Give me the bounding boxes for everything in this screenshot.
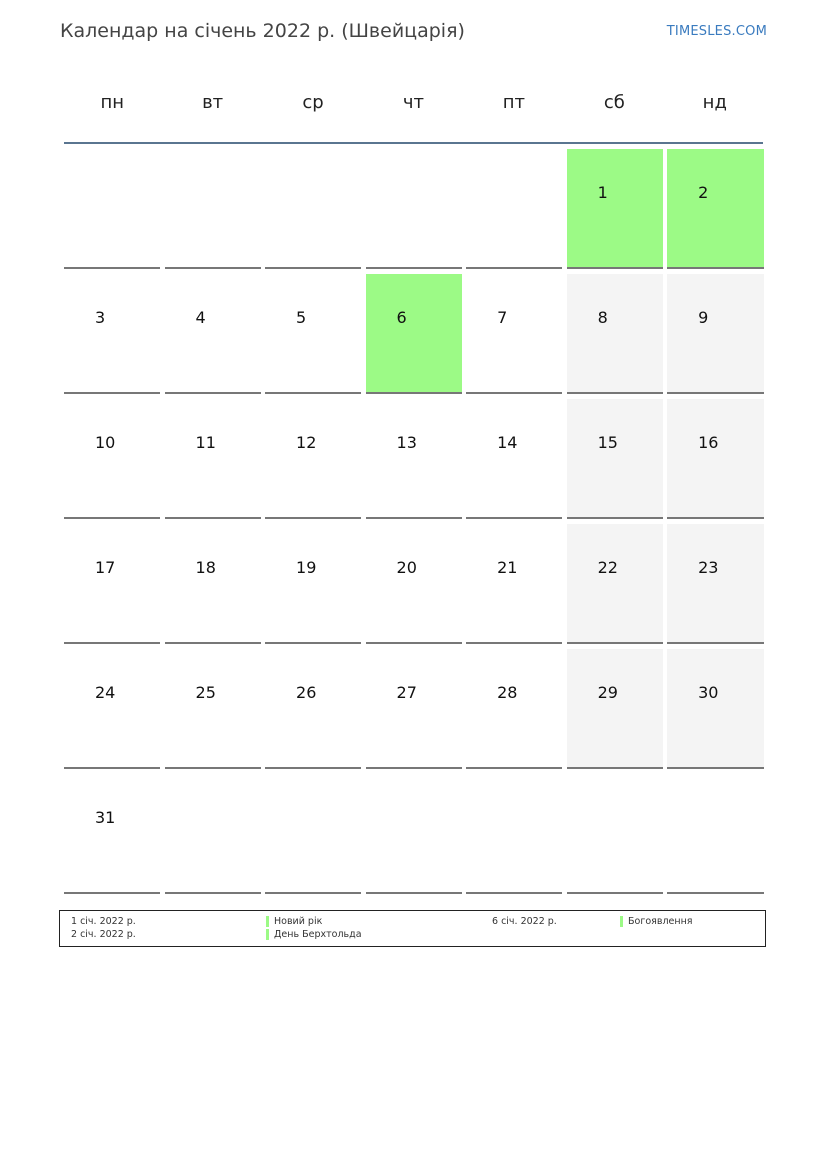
day-cell xyxy=(265,649,361,769)
empty-day-cell xyxy=(165,774,261,894)
day-number: 30 xyxy=(698,683,719,702)
day-number: 31 xyxy=(95,808,116,827)
day-number: 23 xyxy=(698,558,719,577)
empty-day-cell xyxy=(265,149,361,269)
weekend-day-cell xyxy=(667,274,763,394)
day-cell xyxy=(165,524,261,644)
day-number: 19 xyxy=(296,558,317,577)
day-number: 5 xyxy=(296,308,307,327)
weekend-day-cell xyxy=(567,524,663,644)
weekend-day-cell xyxy=(567,649,663,769)
day-number: 26 xyxy=(296,683,317,702)
day-number: 6 xyxy=(396,308,407,327)
day-number: 2 xyxy=(698,183,709,202)
weekend-day-cell xyxy=(667,649,763,769)
day-number: 18 xyxy=(195,558,216,577)
day-cell xyxy=(165,399,261,519)
day-number: 24 xyxy=(95,683,116,702)
day-cell xyxy=(165,274,261,394)
day-cell xyxy=(366,399,462,519)
weekday-label: сб xyxy=(603,92,625,113)
day-number: 9 xyxy=(698,308,709,327)
weekday-label: пн xyxy=(100,92,124,113)
holiday-day-cell xyxy=(567,149,663,269)
day-cell xyxy=(64,524,160,644)
day-cell xyxy=(265,399,361,519)
day-number: 11 xyxy=(195,433,216,452)
weekday-label: вт xyxy=(202,92,224,113)
legend-color-marker xyxy=(620,916,623,927)
empty-day-cell xyxy=(366,774,462,894)
day-cell xyxy=(366,524,462,644)
legend-holiday-name: Богоявлення xyxy=(628,916,693,927)
empty-day-cell xyxy=(165,149,261,269)
day-number: 10 xyxy=(95,433,116,452)
holiday-legend xyxy=(59,910,766,947)
day-cell xyxy=(64,399,160,519)
calendar-grid xyxy=(64,149,763,894)
day-number: 27 xyxy=(396,683,417,702)
weekday-label: пт xyxy=(502,92,526,113)
day-number: 13 xyxy=(396,433,417,452)
holiday-day-cell xyxy=(366,274,462,394)
weekday-label: ср xyxy=(302,92,324,113)
day-cell xyxy=(466,649,562,769)
day-number: 29 xyxy=(597,683,618,702)
holiday-day-cell xyxy=(667,149,763,269)
empty-day-cell xyxy=(567,774,663,894)
weekday-label: чт xyxy=(402,92,425,113)
empty-day-cell xyxy=(366,149,462,269)
empty-day-cell xyxy=(265,774,361,894)
legend-holiday-name: Новий рік xyxy=(274,916,323,927)
legend-color-marker xyxy=(266,929,269,940)
day-number: 17 xyxy=(95,558,116,577)
legend-color-marker xyxy=(266,916,269,927)
day-number: 4 xyxy=(195,308,206,327)
brand-link[interactable]: TIMESLES.COM xyxy=(666,24,767,39)
day-cell xyxy=(366,649,462,769)
empty-day-cell xyxy=(466,149,562,269)
legend-date: 6 січ. 2022 р. xyxy=(492,916,557,927)
day-cell xyxy=(466,399,562,519)
day-number: 8 xyxy=(597,308,608,327)
day-cell xyxy=(64,774,160,894)
day-cell xyxy=(265,524,361,644)
day-cell xyxy=(64,649,160,769)
empty-day-cell xyxy=(667,774,763,894)
day-number: 20 xyxy=(396,558,417,577)
weekend-day-cell xyxy=(567,399,663,519)
weekday-label: нд xyxy=(702,92,727,113)
day-cell xyxy=(64,274,160,394)
empty-day-cell xyxy=(466,774,562,894)
day-number: 28 xyxy=(497,683,518,702)
legend-date: 2 січ. 2022 р. xyxy=(71,929,136,940)
day-number: 14 xyxy=(497,433,518,452)
weekday-header xyxy=(64,92,763,113)
header-divider xyxy=(64,142,763,144)
legend-date: 1 січ. 2022 р. xyxy=(71,916,136,927)
day-number: 16 xyxy=(698,433,719,452)
page-title: Календар на січень 2022 р. (Швейцарія) xyxy=(60,20,465,42)
day-number: 12 xyxy=(296,433,317,452)
day-cell xyxy=(466,274,562,394)
weekend-day-cell xyxy=(667,399,763,519)
day-number: 1 xyxy=(597,183,608,202)
day-cell xyxy=(165,649,261,769)
legend-holiday-name: День Берхтольда xyxy=(274,929,362,940)
day-number: 15 xyxy=(597,433,618,452)
day-cell xyxy=(466,524,562,644)
weekend-day-cell xyxy=(667,524,763,644)
day-cell xyxy=(265,274,361,394)
day-number: 22 xyxy=(597,558,618,577)
empty-day-cell xyxy=(64,149,160,269)
weekend-day-cell xyxy=(567,274,663,394)
day-number: 21 xyxy=(497,558,518,577)
day-number: 7 xyxy=(497,308,508,327)
day-number: 3 xyxy=(95,308,106,327)
day-number: 25 xyxy=(195,683,216,702)
